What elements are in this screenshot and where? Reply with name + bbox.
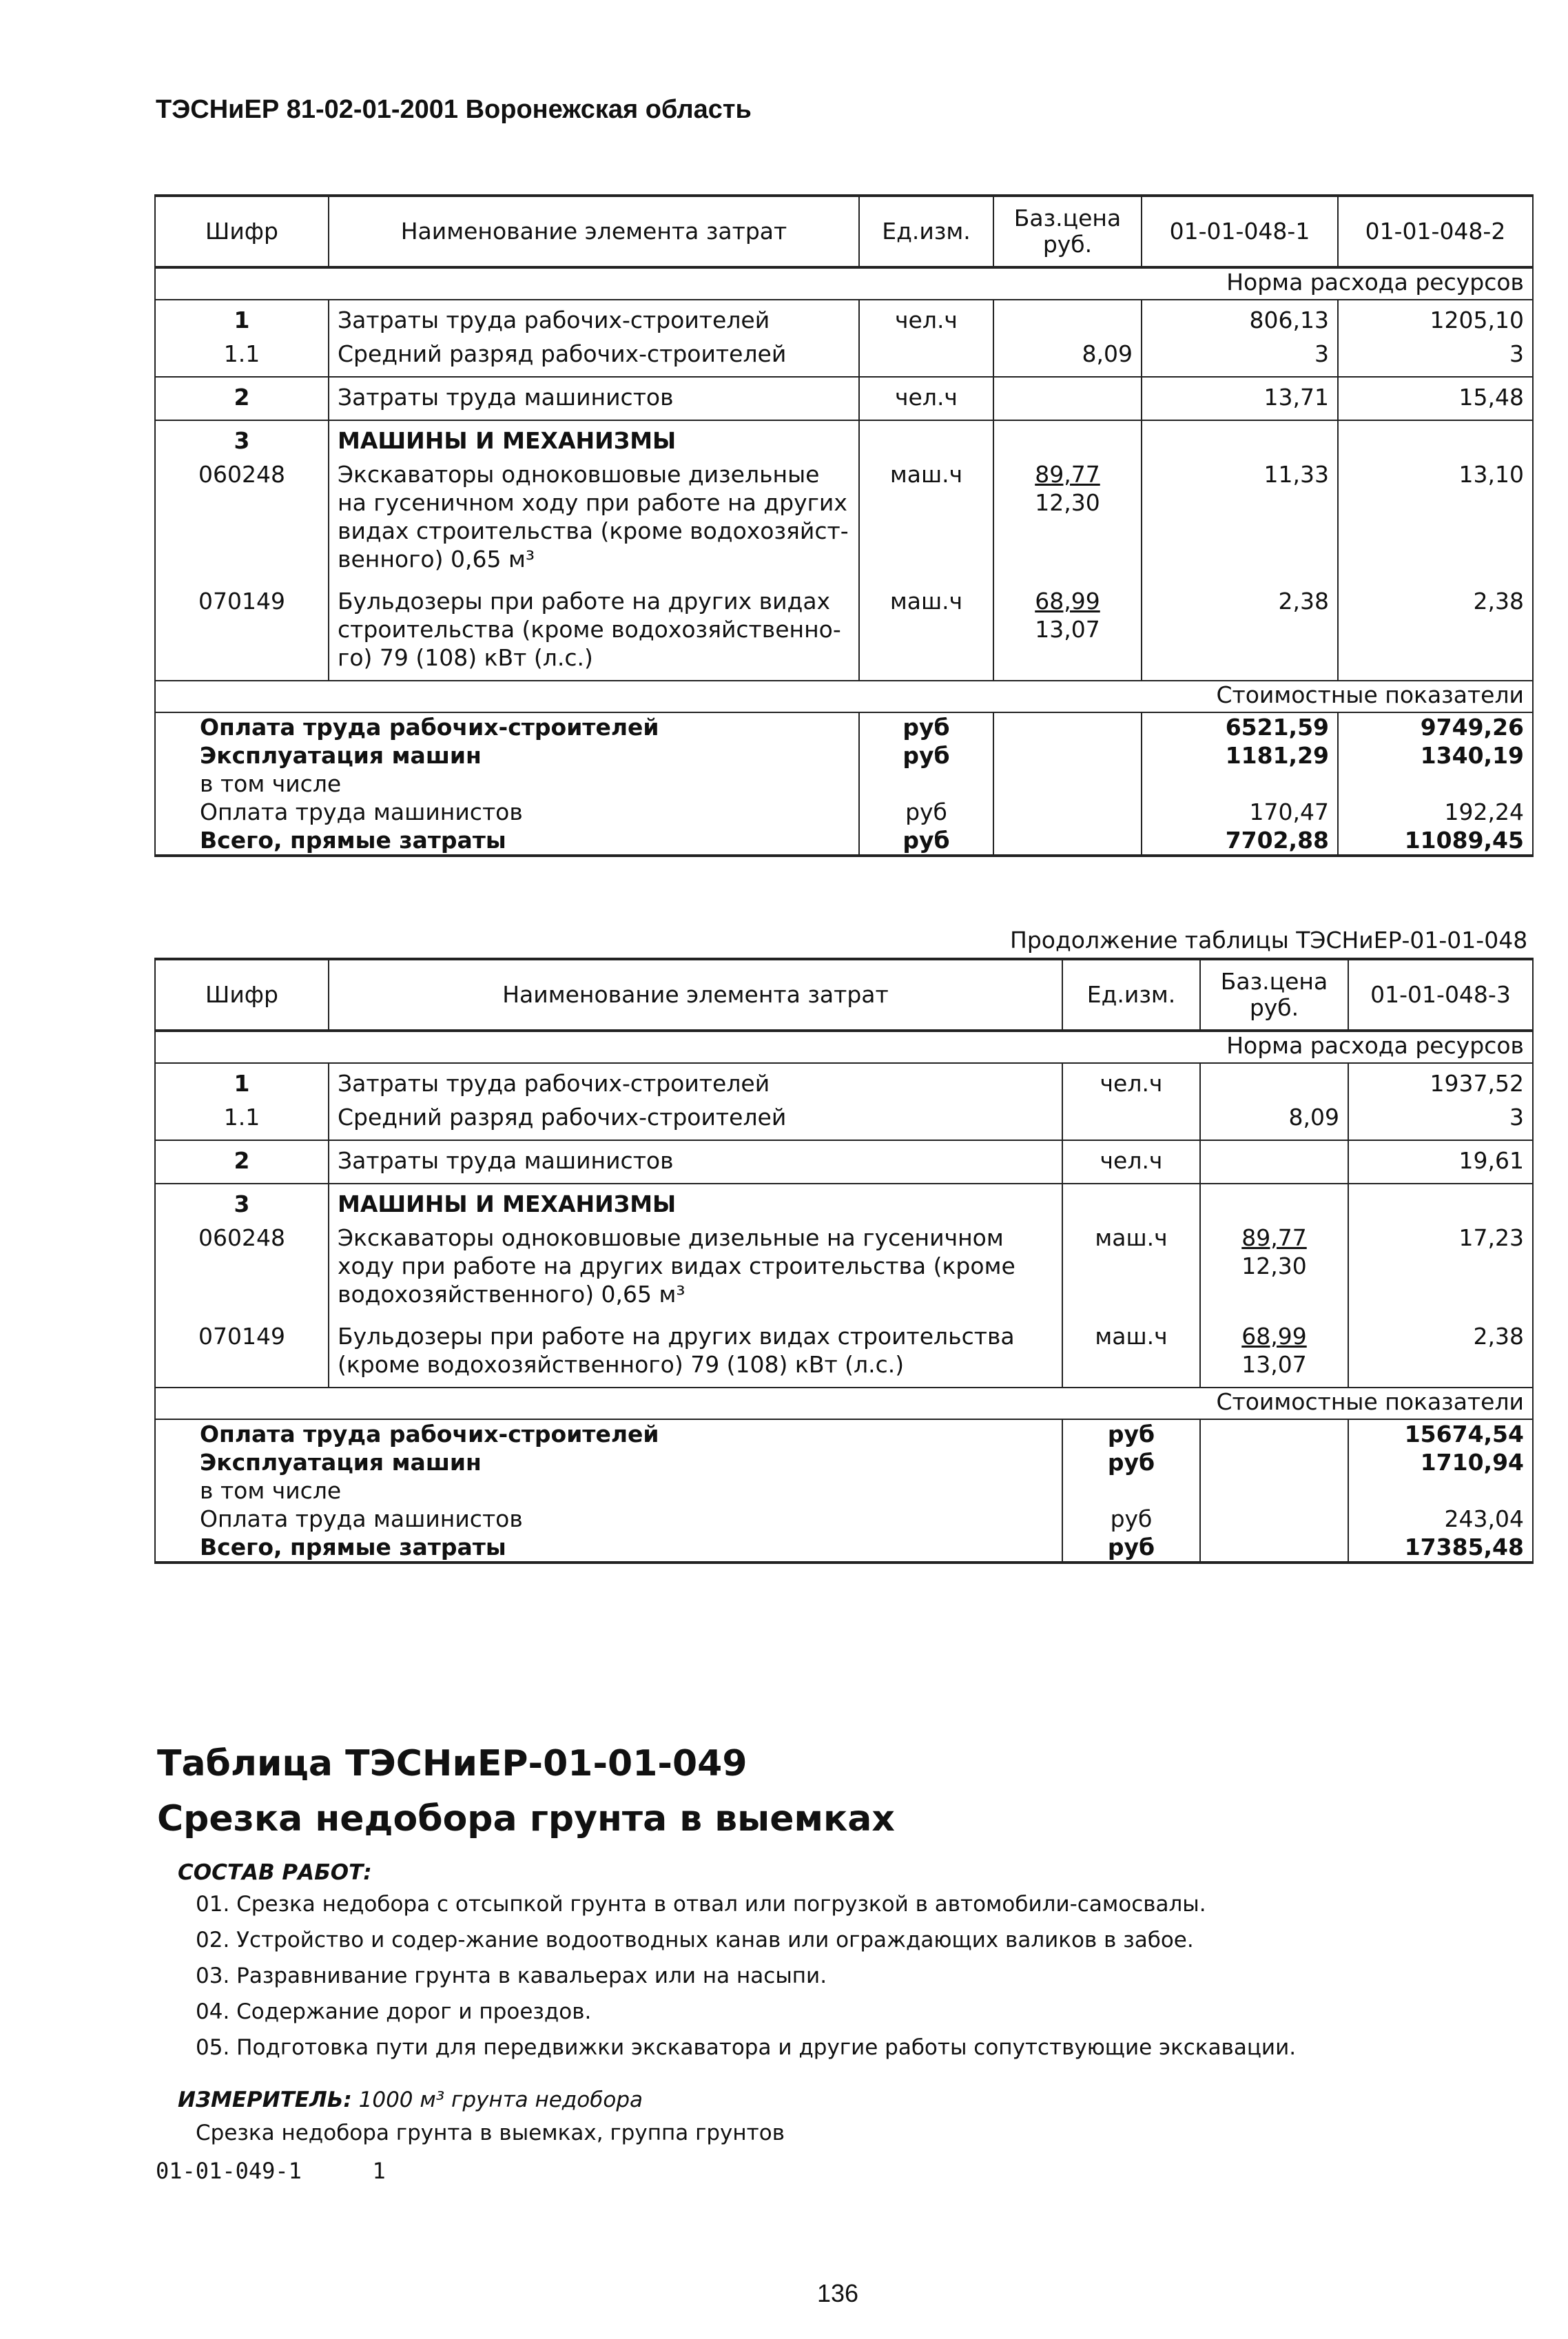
col-header-code: Шифр [155,196,329,267]
meter-value: 1000 м³ грунта недобора [358,2088,643,2112]
cost-row [155,798,1533,826]
cost-value-2: 192,24 [1338,798,1533,826]
row-code: 3 [155,420,329,455]
row-name: Экскаваторы одноковшовые дизельные на гусеничном ходу при работе на других видах строительства (кроме водохозяйственного) 0,65 м³ [329,1218,1062,1317]
row-value-1: 13,71 [1142,377,1338,420]
table-row [155,1218,1533,1317]
row-value-1: 3 [1142,334,1338,377]
row-price [993,300,1142,334]
row-unit: чел.ч [1062,1063,1200,1098]
section-costs-label: Стоимостные показатели [155,681,1533,712]
cost-unit: руб [859,712,993,741]
table-row [155,581,1533,681]
col-header-unit: Ед.изм. [859,196,993,267]
row-code: 1.1 [155,334,329,377]
cost-row-total [155,1533,1533,1563]
row-price [1200,1218,1348,1317]
col-header-price [993,196,1142,267]
resource-table-048-3 [154,958,1534,1564]
table-row [155,455,1533,581]
code-line-code: 01-01-049-1 [156,2158,302,2184]
cost-value-1: 243,04 [1348,1505,1533,1533]
cost-row [155,741,1533,770]
row-value-2: 2,38 [1338,581,1533,681]
price-value-secondary: 13,07 [1035,616,1100,643]
table-continuation-caption: Продолжение таблицы ТЭСНиЕР-01-01-048 [1010,927,1528,954]
row-unit [859,334,993,377]
row-value-1: 2,38 [1142,581,1338,681]
price-value: 68,99 [1241,1323,1307,1350]
work-item: 05. Подготовка пути для передвижки экскаватора и другие работы сопутствующие экскавации. [196,2035,1297,2060]
cost-value-1 [1348,1476,1533,1505]
row-code: 2 [155,377,329,420]
row-name: Экскаваторы одноковшовые дизельные на гусеничном ходу при работе на других видах строительства (кроме водохозяйст-венного) 0,65 м³ [329,455,859,581]
price-value-secondary: 13,07 [1241,1351,1307,1378]
row-name: Средний разряд рабочих-строителей [329,1098,1062,1140]
row-value-2: 15,48 [1338,377,1533,420]
cost-value-1: 1710,94 [1348,1448,1533,1476]
composition-label: СОСТАВ РАБОТ: [178,1860,372,1885]
row-unit: маш.ч [1062,1218,1200,1317]
row-value-1: 806,13 [1142,300,1338,334]
row-unit: чел.ч [859,377,993,420]
price-head-line2: руб. [1042,231,1093,258]
row-name: Затраты труда машинистов [329,377,859,420]
price-value: 89,77 [1035,461,1100,488]
row-value-1: 3 [1348,1098,1533,1140]
row-value-1: 2,38 [1348,1317,1533,1388]
price-value: 89,77 [1241,1224,1307,1251]
row-name: Затраты труда рабочих-строителей [329,1063,1062,1098]
section-norms-row [155,1031,1533,1063]
row-unit: чел.ч [1062,1140,1200,1184]
col-header-code-2: 01-01-048-2 [1338,196,1533,267]
resource-table-048-1-2 [154,194,1534,857]
section-costs-label: Стоимостные показатели [155,1388,1533,1419]
cost-value-1: 170,47 [1142,798,1338,826]
code-line-group: 1 [372,2158,386,2184]
cost-name: Оплата труда рабочих-строителей [155,712,859,741]
row-price [993,455,1142,581]
row-unit [1062,1098,1200,1140]
table-row [155,1184,1533,1218]
price-head-line1: Баз.цена [1013,205,1122,231]
row-name: Затраты труда машинистов [329,1140,1062,1184]
row-value-1: 11,33 [1142,455,1338,581]
cost-unit [859,770,993,798]
cost-value-1 [1142,770,1338,798]
row-unit: чел.ч [859,300,993,334]
page-number: 136 [817,2279,859,2307]
col-header-name: Наименование элемента затрат [329,196,859,267]
row-unit: маш.ч [859,581,993,681]
cost-name: Оплата труда машинистов [155,798,859,826]
cost-name: Всего, прямые затраты [155,1533,1062,1563]
row-code: 2 [155,1140,329,1184]
works-list [196,1886,1296,2065]
price-value: 68,99 [1035,588,1100,615]
cost-value-2: 9749,26 [1338,712,1533,741]
cost-unit: руб [859,826,993,856]
table-header-row [155,959,1533,1031]
cost-name: в том числе [155,770,859,798]
work-item: 03. Разравнивание грунта в кавальерах или на насыпи. [196,1964,827,1988]
row-price: 8,09 [1200,1098,1348,1140]
row-code: 060248 [155,1218,329,1317]
row-unit: маш.ч [1062,1317,1200,1388]
table-title: Таблица ТЭСНиЕР-01-01-049 [157,1743,747,1784]
row-name: Бульдозеры при работе на других видах строительства (кроме водохозяйственного) 79 (108) кВт (л.с.) [329,1317,1062,1388]
row-name: МАШИНЫ И МЕХАНИЗМЫ [329,420,859,455]
cost-row [155,1505,1533,1533]
section-norms-row [155,267,1533,300]
cost-unit: руб [859,741,993,770]
table-row [155,377,1533,420]
row-unit: маш.ч [859,455,993,581]
table-row [155,334,1533,377]
cost-unit: руб [1062,1533,1200,1563]
work-item: 04. Содержание дорог и проездов. [196,1999,592,2024]
col-header-code-3: 01-01-048-3 [1348,959,1533,1031]
row-code: 060248 [155,455,329,581]
row-code: 070149 [155,581,329,681]
row-price [1200,1063,1348,1098]
code-line [156,2158,386,2184]
meter-label: ИЗМЕРИТЕЛЬ: [178,2088,352,2112]
cost-unit [1062,1476,1200,1505]
cost-value-1: 17385,48 [1348,1533,1533,1563]
cost-value-1: 15674,54 [1348,1419,1533,1448]
row-price [1200,1140,1348,1184]
col-header-price [1200,959,1348,1031]
cost-row [155,1448,1533,1476]
price-value-secondary: 12,30 [1035,489,1100,516]
cost-row-total [155,826,1533,856]
cost-name: Эксплуатация машин [155,741,859,770]
cost-row [155,770,1533,798]
section-norms-label: Норма расхода ресурсов [155,267,1533,300]
col-header-unit: Ед.изм. [1062,959,1200,1031]
row-value-2: 3 [1338,334,1533,377]
row-name: Затраты труда рабочих-строителей [329,300,859,334]
cost-name: Оплата труда машинистов [155,1505,1062,1533]
row-code: 1.1 [155,1098,329,1140]
row-code: 1 [155,1063,329,1098]
table-row [155,300,1533,334]
cost-value-1: 7702,88 [1142,826,1338,856]
section-norms-label: Норма расхода ресурсов [155,1031,1533,1063]
table-row [155,1063,1533,1098]
section-costs-row [155,681,1533,712]
cost-name: в том числе [155,1476,1062,1505]
col-header-code: Шифр [155,959,329,1031]
cost-row [155,712,1533,741]
group-line: Срезка недобора грунта в выемках, группа грунтов [196,2121,785,2145]
table-row [155,1098,1533,1140]
cost-unit: руб [859,798,993,826]
row-value-2: 1205,10 [1338,300,1533,334]
col-header-code-1: 01-01-048-1 [1142,196,1338,267]
table-row [155,420,1533,455]
cost-row [155,1476,1533,1505]
row-name: Бульдозеры при работе на других видах строительства (кроме водохозяйственно-го) 79 (108) кВт (л.с.) [329,581,859,681]
cost-value-1: 1181,29 [1142,741,1338,770]
cost-name: Эксплуатация машин [155,1448,1062,1476]
cost-value-2 [1338,770,1533,798]
row-code: 3 [155,1184,329,1218]
cost-unit: руб [1062,1505,1200,1533]
cost-value-1: 6521,59 [1142,712,1338,741]
cost-unit: руб [1062,1419,1200,1448]
section-costs-row [155,1388,1533,1419]
cost-name: Всего, прямые затраты [155,826,859,856]
work-item: 02. Устройство и содер-жание водоотводных канав или ограждающих валиков в забое. [196,1928,1194,1952]
table-row [155,1317,1533,1388]
row-value-1: 19,61 [1348,1140,1533,1184]
cost-value-2: 1340,19 [1338,741,1533,770]
meter-line [178,2082,643,2118]
price-value-secondary: 12,30 [1241,1253,1307,1279]
row-code: 070149 [155,1317,329,1388]
row-price: 8,09 [993,334,1142,377]
row-value-1: 17,23 [1348,1218,1533,1317]
document-header-title: ТЭСНиЕР 81-02-01-2001 Воронежская область [156,95,752,124]
row-value-1: 1937,52 [1348,1063,1533,1098]
row-name: МАШИНЫ И МЕХАНИЗМЫ [329,1184,1062,1218]
price-head-line1: Баз.цена [1220,968,1328,995]
row-name: Средний разряд рабочих-строителей [329,334,859,377]
row-price [993,581,1142,681]
row-value-2: 13,10 [1338,455,1533,581]
col-header-name: Наименование элемента затрат [329,959,1062,1031]
work-item: 01. Срезка недобора с отсыпкой грунта в отвал или погрузкой в автомобили-самосвалы. [196,1892,1206,1917]
table-subtitle: Срезка недобора грунта в выемках [157,1798,895,1840]
cost-name: Оплата труда рабочих-строителей [155,1419,1062,1448]
table-row [155,1140,1533,1184]
cost-unit: руб [1062,1448,1200,1476]
cost-value-2: 11089,45 [1338,826,1533,856]
row-code: 1 [155,300,329,334]
price-head-line2: руб. [1249,994,1299,1021]
table-header-row [155,196,1533,267]
cost-row [155,1419,1533,1448]
row-price [993,377,1142,420]
row-price [1200,1317,1348,1388]
